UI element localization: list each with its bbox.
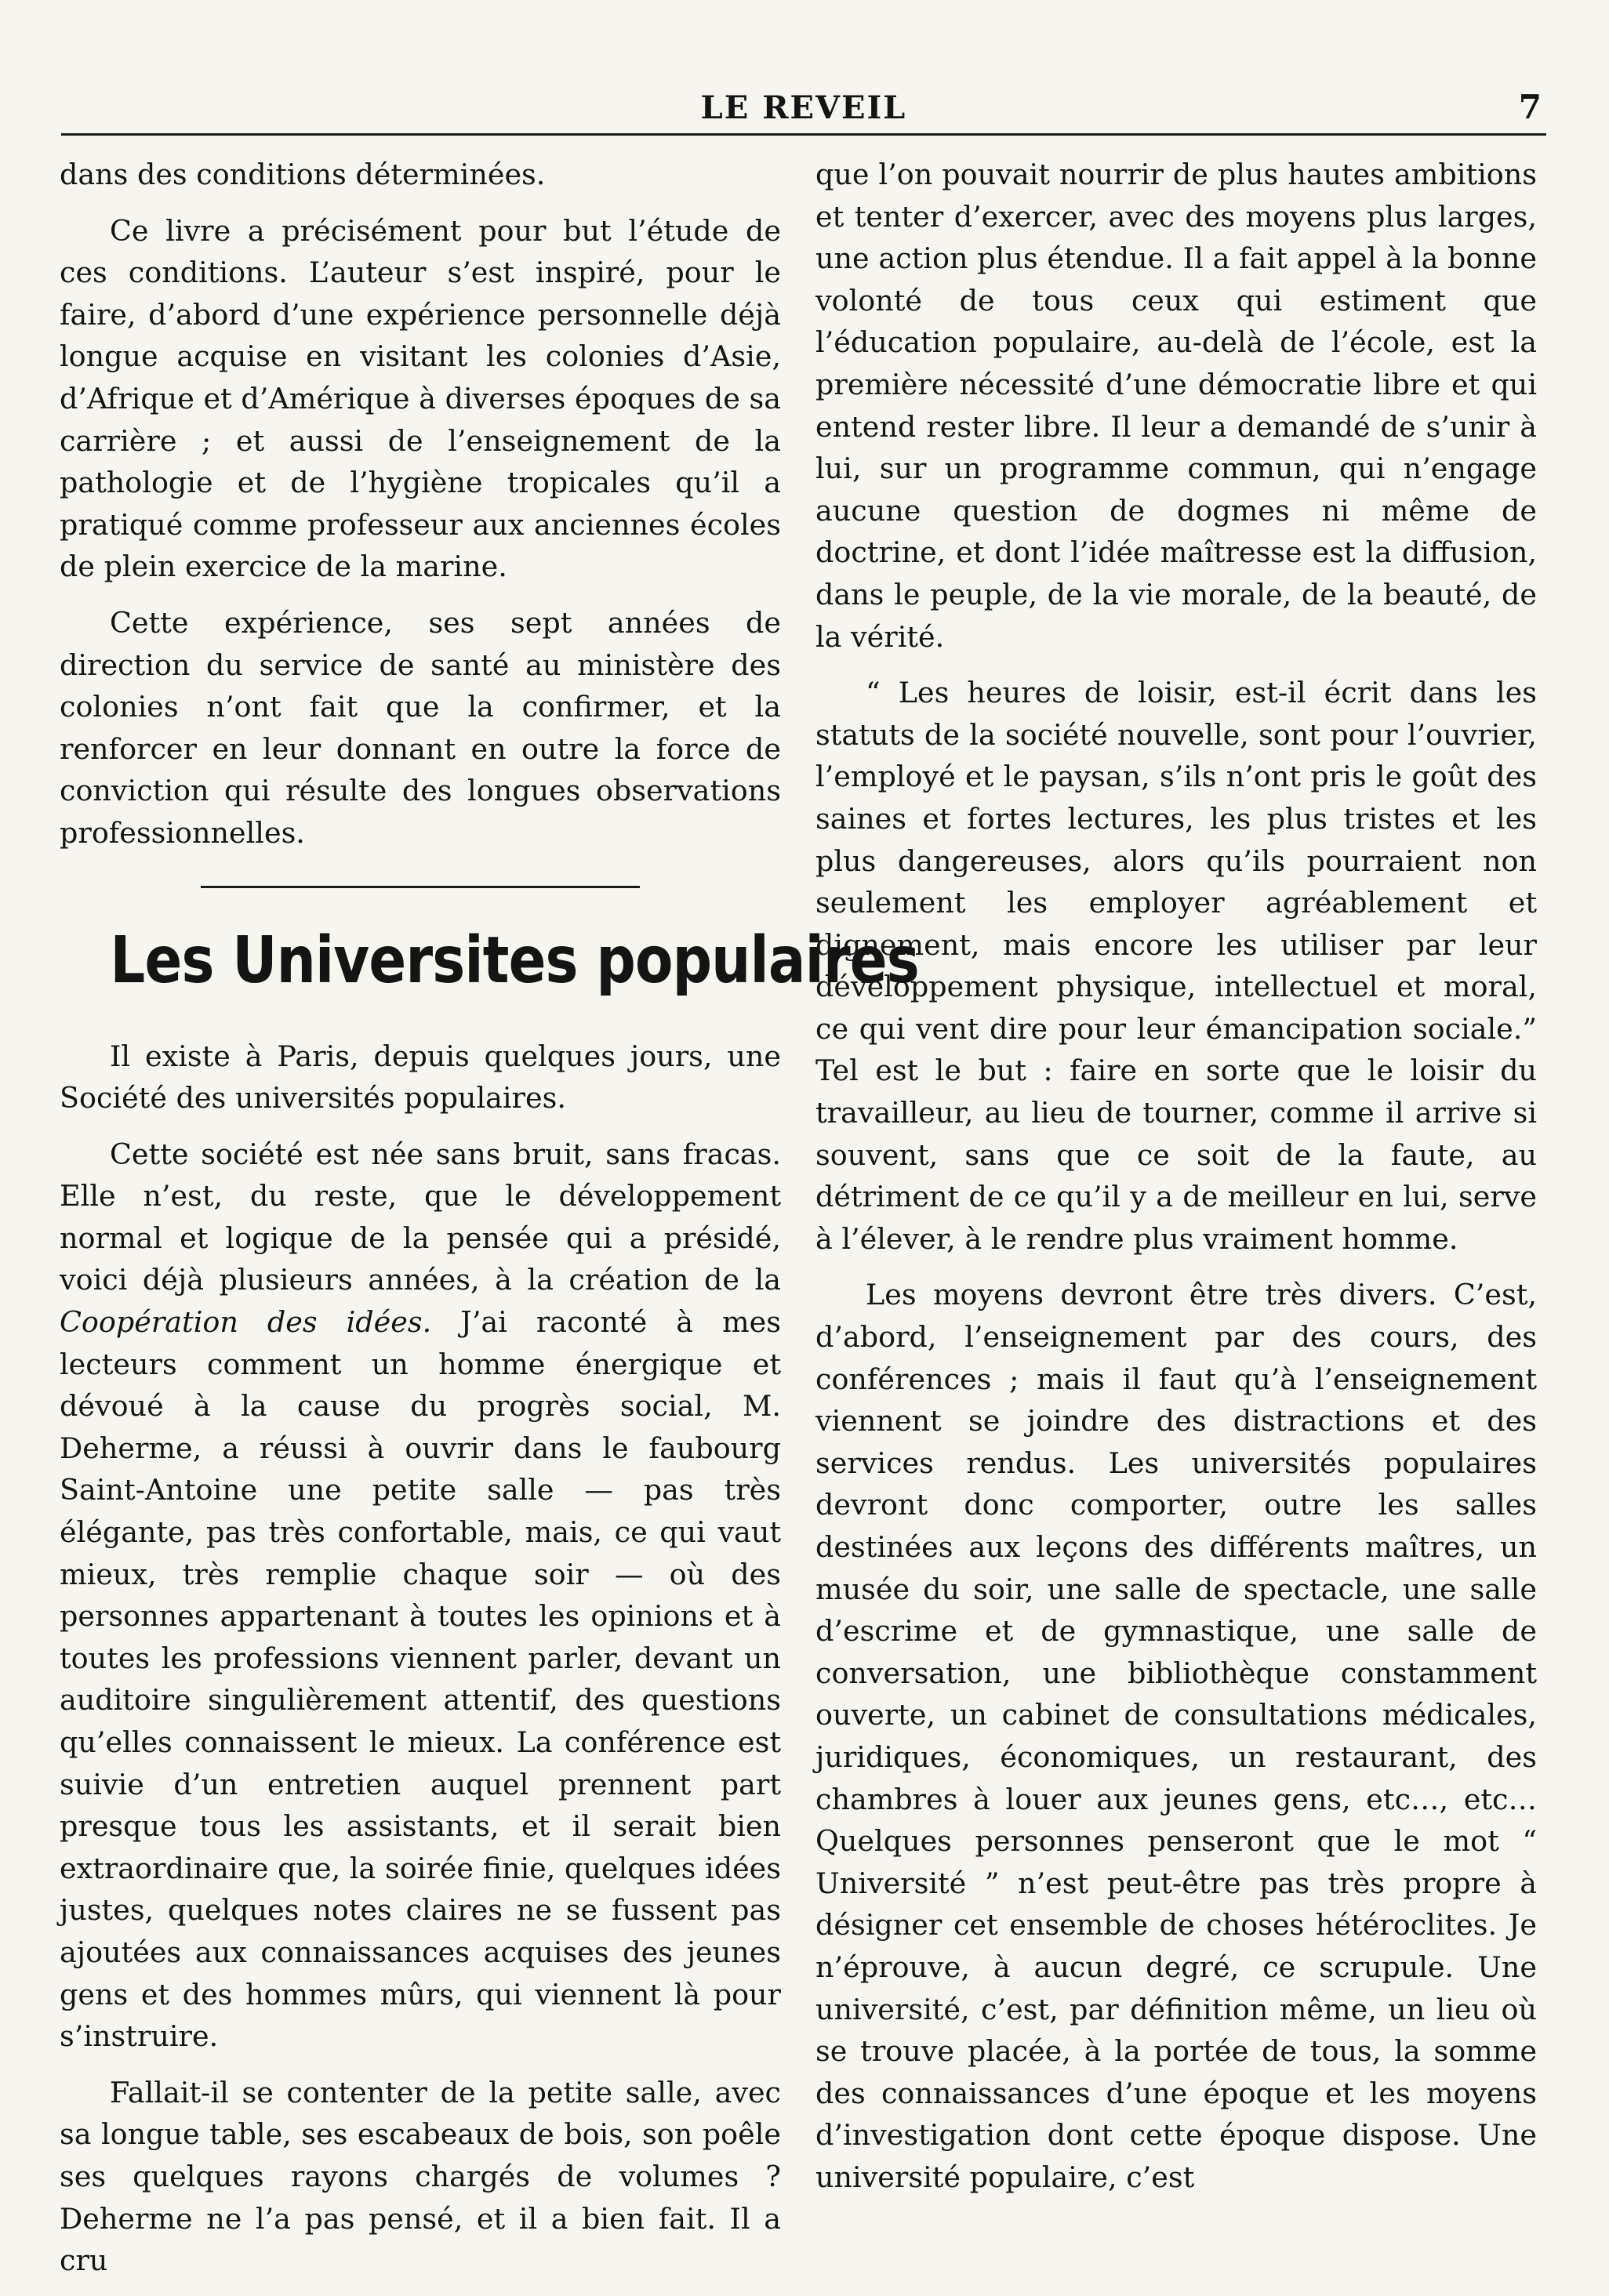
paragraph: Ce livre a précisément pour but l’étude de ces conditions. L’auteur s’est inspiré, pour le faire, d’abord d’une expérience personnelle déjà longue acquise en visitant les colonies d’Asie, d’Afrique et d’Amérique à diverses époques de sa carrière ; et aussi de l’enseignement de la pathologie et de l’hygiène tropicales qu’il a pratiqué comme professeur aux anciennes écoles de plein exercice de la marine. xyxy=(60,213,781,584)
italic-title: Coopération des idées. xyxy=(60,1305,432,1340)
article-heading: Les Universites populaires xyxy=(110,923,919,998)
page-number: 7 xyxy=(1518,88,1542,126)
right-column xyxy=(815,154,1537,2213)
paragraph: dans des conditions déterminées. xyxy=(60,158,546,191)
left-column xyxy=(60,154,919,2296)
paragraph: Cette expérience, ses sept années de direction du service de santé au ministère des colonies n’ont fait que la confirmer, et la renforcer en leur donnant en outre la force de conviction qui résulte des longues observations professionnelles. xyxy=(60,605,781,850)
paragraph: Fallait-il se contenter de la petite salle, avec sa longue table, ses escabeaux de bois, son poêle ses quelques rayons chargés de volumes ? Deherme ne l’a pas pensé, et il a bien fait. Il a cru xyxy=(60,2075,781,2278)
paragraph-text: Cette société est née sans bruit, sans fracas. Elle n’est, du reste, que le développement normal et logique de la pensée qui a présidé, voici déjà plusieurs années, à la création de la xyxy=(60,1137,781,1297)
paragraph: Il existe à Paris, depuis quelques jours, une Société des universités populaires. xyxy=(60,1039,781,1115)
paragraph: que l’on pouvait nourrir de plus hautes ambitions et tenter d’exercer, avec des moyens plus larges, une action plus étendue. Il a fait appel à la bonne volonté de tous ceux qui estiment que l’éducation populaire, au-delà de l’école, est la première nécessité d’une démocratie libre et qui entend rester libre. Il leur a demandé de s’unir à lui, sur un programme commun, qui n’engage aucune question de dogmes ni même de doctrine, et dont l’idée maîtresse est la diffusion, dans le peuple, de la vie morale, de la beauté, de la vérité. xyxy=(815,158,1537,654)
paragraph: “ Les heures de loisir, est-il écrit dans les statuts de la société nouvelle, sont pour l’ouvrier, l’employé et le paysan, s’ils n’ont pris le goût des saines et fortes lectures, les plus tristes et les plus dangereuses, alors qu’ils pourraient non seulement les employer agréablement et dignement, mais encore les utiliser par leur développement physique, intellectuel et moral, ce qui vent dire pour leur émancipation sociale.” Tel est le but : faire en sorte que le loisir du travailleur, au lieu de tourner, comme il arrive si souvent, sans que ce soit de la faute, au détriment de ce qu’il y a de meilleur en lui, serve à l’élever, à le rendre plus vraiment homme. xyxy=(815,676,1537,1256)
paragraph: Les moyens devront être très divers. C’est, d’abord, l’enseignement par des cours, des conférences ; mais il faut qu’à l’enseignement viennent se joindre des distractions et des services rendus. Les universités populaires devront donc comporter, outre les salles destinées aux leçons des différents maîtres, un musée du soir, une salle de spectacle, une salle d’escrime et de gymnastique, une salle de conversation, une bibliothèque constamment ouverte, un cabinet de consultations médicales, juridiques, économiques, un restaurant, des chambres à louer aux jeunes gens, etc…, etc… Quelques personnes penseront que le mot “ Université ” n’est peut-être pas très propre à désigner cet ensemble de choses hétéroclites. Je n’éprouve, à aucun degré, ce scrupule. Une université, c’est, par définition même, un lieu où se trouve placée, à la portée de tous, la somme des connaissances d’une époque et les moyens d’investigation dont cette époque dispose. Une université populaire, c’est xyxy=(815,1278,1537,2194)
paragraph xyxy=(60,1133,781,2058)
paragraph-text: J’ai raconté à mes lecteurs comment un homme énergique et dévoué à la cause du progrès social, M. Deherme, a réussi à ouvrir dans le faubourg Saint-Antoine une petite salle — pas très élégante, pas très confortable, mais, ce qui vaut mieux, très remplie chaque soir — où des personnes appartenant à toutes les opinions et à toutes les professions viennent parler, devant un auditoire singulièrement attentif, des questions qu’elles connaissent le mieux. La conférence est suivie d’un entretien auquel prennent part presque tous les assistants, et il serait bien extraordinaire que, la soirée finie, quelques idées justes, quelques notes claires ne se fussent pas ajoutées aux connaissances acquises des jeunes gens et des hommes mûrs, qui viennent là pour s’instruire. xyxy=(60,1305,781,2054)
section-divider xyxy=(201,886,640,888)
newspaper-title: LE REVEIL xyxy=(700,89,907,126)
page-header xyxy=(61,85,1546,136)
